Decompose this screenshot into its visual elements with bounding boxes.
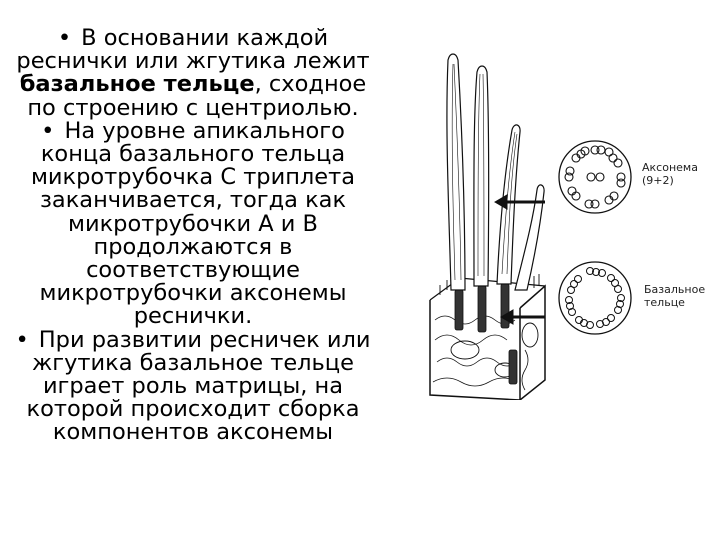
basal-body-label-line-1: Базальное bbox=[644, 283, 706, 296]
p2-line-5: микротрубочки А и В bbox=[68, 210, 318, 237]
p3-line-3: играет роль матрицы, на bbox=[42, 373, 344, 400]
basal-bodies bbox=[455, 284, 517, 384]
p1-line-2: реснички или жгутика лежит bbox=[16, 48, 370, 75]
bullet-2: • bbox=[41, 117, 55, 144]
basal-body-term: базальное тельце bbox=[19, 71, 255, 98]
basal-body-label bbox=[644, 283, 705, 309]
paragraph-2 bbox=[8, 117, 378, 330]
p2-line-3: микротрубочка С триплета bbox=[30, 164, 356, 191]
axoneme-formula: (9+2) bbox=[642, 174, 674, 187]
cilia-drawing bbox=[425, 50, 720, 400]
cell-body bbox=[430, 274, 545, 400]
p2-line-7: соответствующие bbox=[86, 257, 300, 284]
p2-line-2: конца базального тельца bbox=[40, 141, 346, 168]
p1-line-4: по строению с центриолью. bbox=[27, 94, 359, 121]
axoneme-label bbox=[642, 161, 698, 187]
p2-line-4: заканчивается, тогда как bbox=[39, 187, 347, 214]
p3-line-2: жгутика базальное тельце bbox=[32, 349, 354, 376]
p2-line-1: На уровне апикального bbox=[64, 117, 345, 144]
p1-after-bold: , сходное bbox=[254, 71, 367, 98]
p3-line-1: При развитии ресничек или bbox=[38, 326, 371, 353]
axoneme-cross-section bbox=[559, 141, 631, 213]
basal-body-cross-section bbox=[559, 262, 631, 334]
cilia-shafts bbox=[447, 54, 544, 290]
slide-text bbox=[8, 27, 378, 445]
cilia-illustration bbox=[425, 50, 720, 400]
paragraph-3 bbox=[8, 326, 378, 446]
p2-line-6: продолжаются в bbox=[93, 233, 293, 260]
p2-line-9: реснички. bbox=[133, 303, 253, 330]
bullet-3: • bbox=[15, 326, 29, 353]
p3-line-4: которой происходит сборка bbox=[26, 396, 360, 423]
p2-line-8: микротрубочки аксонемы bbox=[39, 280, 347, 307]
paragraph-1 bbox=[8, 27, 378, 120]
p3-line-5: компонентов аксонемы bbox=[52, 419, 334, 446]
p1-line-1: В основании каждой bbox=[81, 25, 329, 51]
bullet-1: • bbox=[57, 25, 72, 51]
axoneme-label-text: Аксонема bbox=[642, 161, 698, 174]
basal-body-label-line-2: тельце bbox=[644, 296, 685, 309]
